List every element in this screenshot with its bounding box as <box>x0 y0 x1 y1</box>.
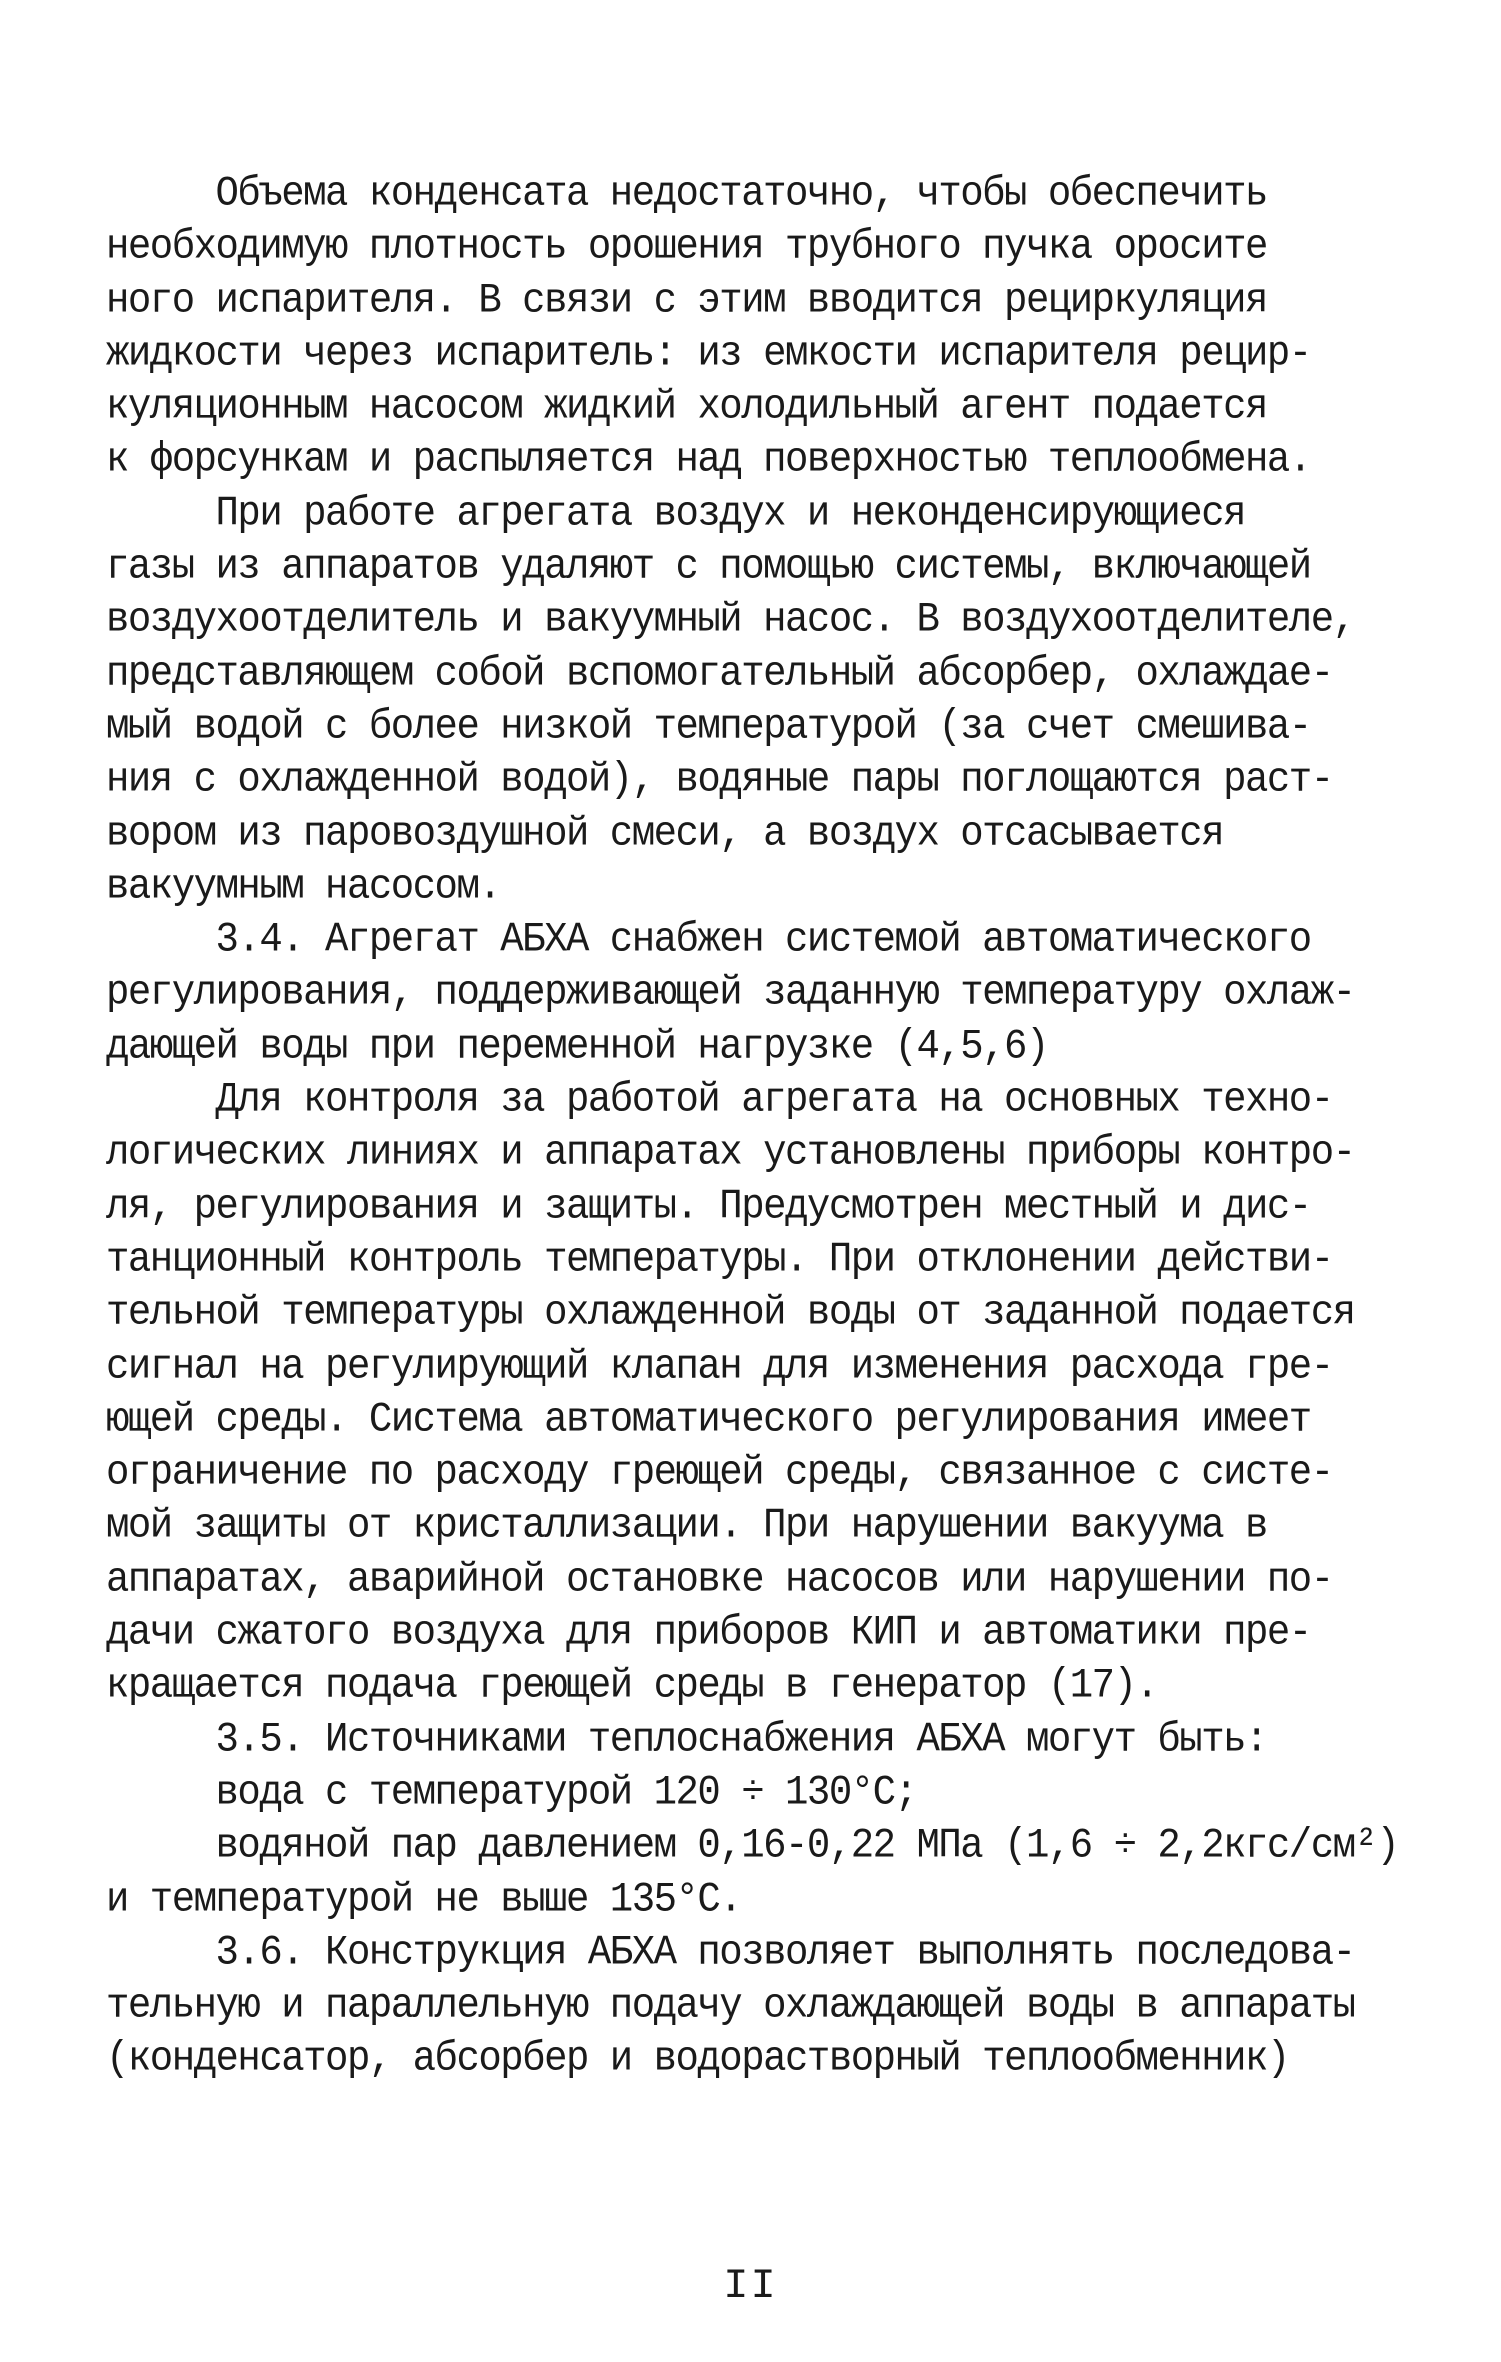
text-line: дающей воды при переменной нагрузке (4,5,6) <box>106 1022 1048 1071</box>
text-line: ющей среды. Система автоматического регулирования имеет <box>106 1396 1311 1444</box>
text-line: необходимую плотность орошения трубного пучка оросите <box>106 223 1267 272</box>
text-line: 3.4. Агрегат АБХА снабжен системой автоматического <box>106 916 1311 964</box>
text-line: вором из паровоздушной смеси, а воздух отсасывается <box>106 809 1224 858</box>
text-line: 3.6. Конструкция АБХА позволяет выполнять последова- <box>106 1928 1355 1977</box>
text-line: Объема конденсата недостаточно, чтобы обеспечить <box>106 170 1267 218</box>
text-line: водяной пар давлением 0,16-0,22 МПа (1,6 ÷ 2,2кгс/см²) <box>106 1822 1399 1870</box>
text-line: сигнал на регулирующий клапан для изменения расхода гре- <box>106 1342 1333 1391</box>
text-line: газы из аппаратов удаляют с помощью системы, включающей <box>106 543 1311 591</box>
text-line: логических линиях и аппаратах установлены приборы контро- <box>106 1129 1355 1178</box>
text-line: аппаратах, аварийной остановке насосов или нарушении по- <box>106 1555 1333 1604</box>
text-line: куляционным насосом жидкий холодильный агент подается <box>106 383 1267 431</box>
text-line: дачи сжатого воздуха для приборов КИП и автоматики пре- <box>106 1609 1311 1657</box>
text-line: тельной температуры охлажденной воды от заданной подается <box>106 1289 1355 1337</box>
text-line: (конденсатор, абсорбер и водорастворный теплообменник) <box>106 2035 1289 2084</box>
text-line: ля, регулирования и защиты. Предусмотрен местный и дис- <box>106 1182 1311 1231</box>
text-line: мый водой с более низкой температурой (за счет смешива- <box>106 703 1311 751</box>
text-line: 3.5. Источниками теплоснабжения АБХА могут быть: <box>106 1715 1267 1764</box>
text-line: ограничение по расходу греющей среды, связанное с систе- <box>106 1449 1333 1497</box>
text-line: ного испарителя. В связи с этим вводится рециркуляция <box>106 276 1267 325</box>
text-line: кращается подача греющей среды в генератор (17). <box>106 1662 1158 1711</box>
text-line: тельную и параллельную подачу охлаждающей воды в аппараты <box>106 1982 1355 2030</box>
text-line: к форсункам и распыляется над поверхностью теплообмена. <box>106 436 1311 485</box>
text-line: вакуумным насосом. <box>106 863 501 911</box>
page-number: II <box>723 2262 778 2310</box>
text-line: ния с охлажденной водой), водяные пары поглощаются раст- <box>106 756 1333 804</box>
text-line: танционный контроль температуры. При отклонении действи- <box>106 1236 1333 1284</box>
text-line: При работе агрегата воздух и неконденсирующиеся <box>106 489 1245 538</box>
text-line: Для контроля за работой агрегата на основных техно- <box>106 1076 1333 1124</box>
text-line: воздухоотделитель и вакуумный насос. В воздухоотделителе, <box>106 596 1355 645</box>
text-line: жидкости через испаритель: из емкости испарителя рецир- <box>106 330 1311 378</box>
text-line: регулирования, поддерживающей заданную температуру охлаж- <box>106 969 1355 1018</box>
body-text <box>106 168 1406 2087</box>
text-line: и температурой не выше 135°С. <box>106 1875 742 1924</box>
text-line: вода с температурой 120 ÷ 130°С; <box>106 1769 917 1817</box>
text-line: мой защиты от кристаллизации. При нарушении вакуума в <box>106 1502 1267 1551</box>
text-line: представляющем собой вспомогательный абсорбер, охлаждае- <box>106 649 1333 698</box>
